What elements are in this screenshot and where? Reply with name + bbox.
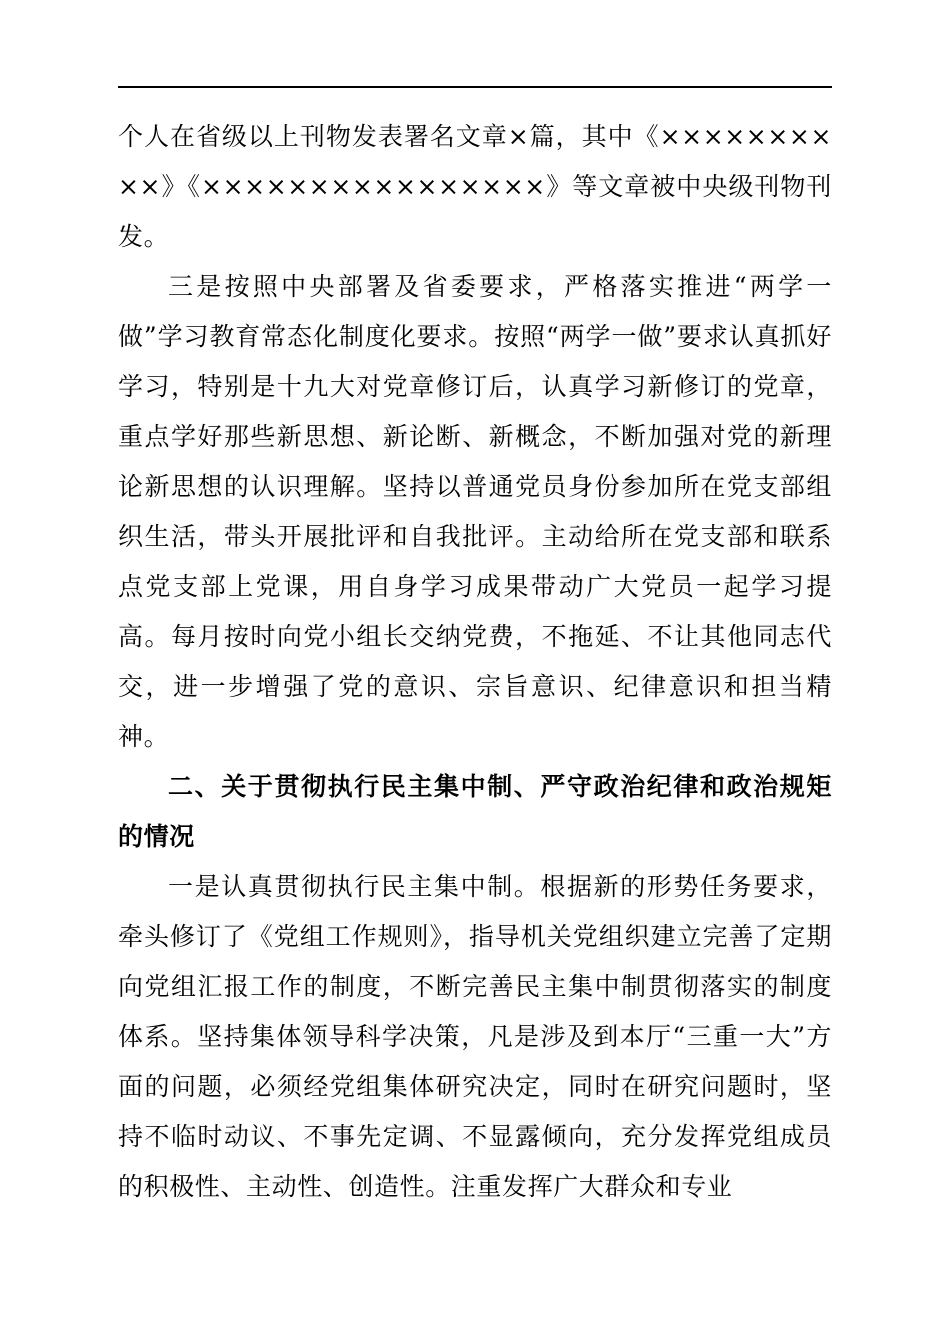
paragraph-continuation: 个人在省级以上刊物发表署名文章×篇，其中《××××××××××》《××××××××××××××××》等文章被中央级刊物刊发。 xyxy=(118,122,832,251)
paragraph-point-one: 一是认真贯彻执行民主集中制。根据新的形势任务要求，牵头修订了《党组工作规则》，指导机关党组织建立完善了定期向党组汇报工作的制度，不断完善民主集中制贯彻落实的制度体系。坚持集体领导科学决策，凡是涉及到本厅“三重一大”方面的问题，必须经党组集体研究决定，同时在研究问题时，坚持不临时动议、不事先定调、不显露倾向，充分发挥党组成员的积极性、主动性、创造性。注重发挥广大群众和专业 xyxy=(118,872,832,1201)
paragraph-point-three: 三是按照中央部署及省委要求，严格落实推进“两学一做”学习教育常态化制度化要求。按照“两学一做”要求认真抓好学习，特别是十九大对党章修订后，认真学习新修订的党章，重点学好那些新思想、新论断、新概念，不断加强对党的新理论新思想的认识理解。坚持以普通党员身份参加所在党支部组织生活，带头开展批评和自我批评。主动给所在党支部和联系点党支部上党课，用自身学习成果带动广大党员一起学习提高。每月按时向党小组长交纳党费，不拖延、不让其他同志代交，进一步增强了党的意识、宗旨意识、纪律意识和担当精神。 xyxy=(118,272,832,751)
document-body xyxy=(118,112,832,1212)
section-heading: 二、关于贯彻执行民主集中制、严守政治纪律和政治规矩的情况 xyxy=(118,772,832,851)
header-rule xyxy=(118,86,832,88)
